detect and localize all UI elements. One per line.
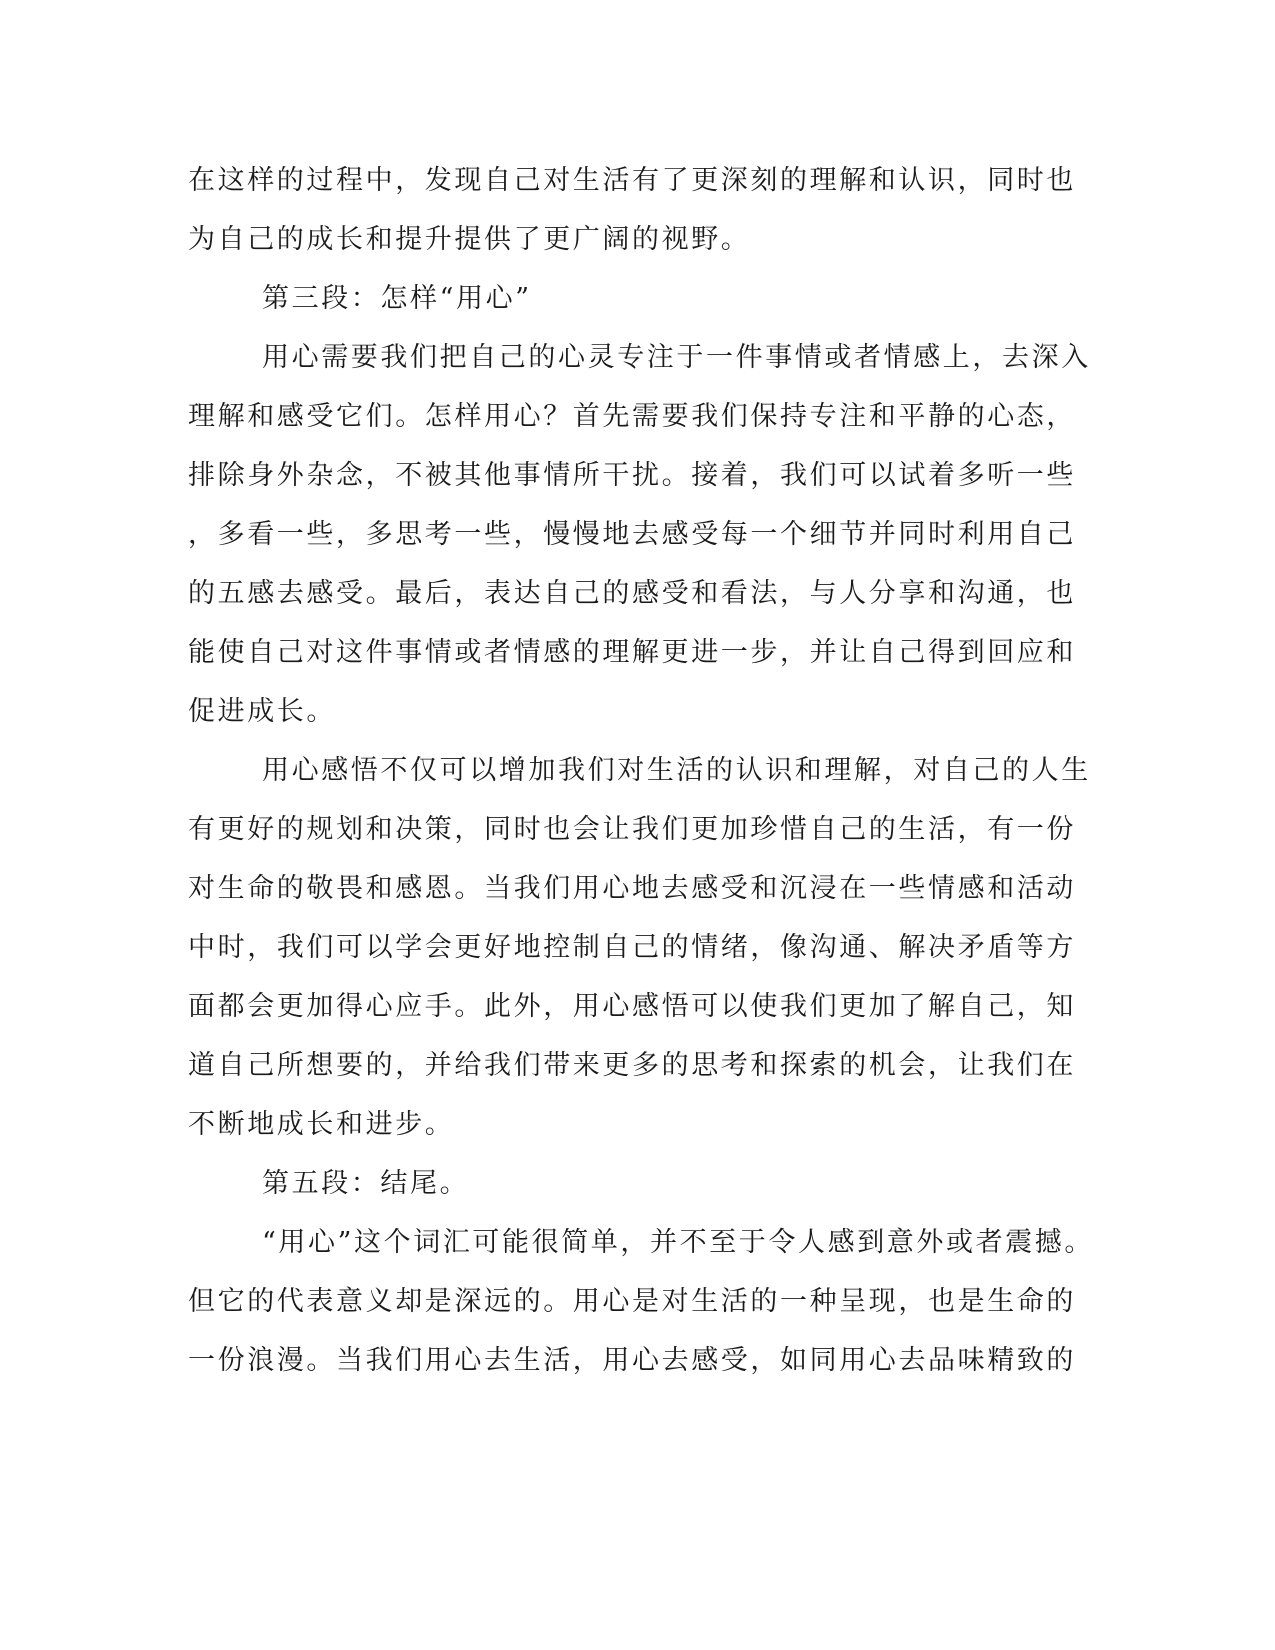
text-line-17: 不断地成长和进步。 — [188, 1109, 455, 1140]
text-line-13: 对生命的敬畏和感恩。当我们用心地去感受和沉浸在一些情感和活动 — [188, 873, 1076, 904]
text-line-2: 为自己的成长和提升提供了更广阔的视野。 — [188, 224, 751, 255]
text-line-5: 理解和感受它们。怎样用心？首先需要我们保持专注和平静的心态， — [188, 401, 1076, 432]
section-heading-3: 第三段：怎样“用心” — [262, 283, 532, 314]
text-line-20: 但它的代表意义却是深远的。用心是对生活的一种呈现，也是生命的 — [188, 1286, 1076, 1317]
text-line-12: 有更好的规划和决策，同时也会让我们更加珍惜自己的生活，有一份 — [188, 814, 1076, 845]
text-line-7: ，多看一些，多思考一些，慢慢地去感受每一个细节并同时利用自己 — [188, 519, 1076, 550]
text-line-15: 面都会更加得心应手。此外，用心感悟可以使我们更加了解自己，知 — [188, 991, 1076, 1022]
text-line-9: 能使自己对这件事情或者情感的理解更进一步，并让自己得到回应和 — [188, 637, 1076, 668]
paragraph-first-line: 用心感悟不仅可以增加我们对生活的认识和理解，对自己的人生 — [262, 755, 1091, 786]
text-line-14: 中时，我们可以学会更好地控制自己的情绪，像沟通、解决矛盾等方 — [188, 932, 1076, 963]
text-line-8: 的五感去感受。最后，表达自己的感受和看法，与人分享和沟通，也 — [188, 578, 1076, 609]
text-line-1: 在这样的过程中，发现自己对生活有了更深刻的理解和认识，同时也 — [188, 165, 1076, 196]
text-line-10: 促进成长。 — [188, 696, 336, 727]
paragraph-first-line: “用心”这个词汇可能很简单，并不至于令人感到意外或者震撼。 — [262, 1227, 1095, 1258]
text-line-6: 排除身外杂念，不被其他事情所干扰。接着，我们可以试着多听一些 — [188, 460, 1076, 491]
paragraph-first-line: 用心需要我们把自己的心灵专注于一件事情或者情感上，去深入 — [262, 342, 1091, 373]
text-line-21: 一份浪漫。当我们用心去生活，用心去感受，如同用心去品味精致的 — [188, 1345, 1076, 1376]
text-line-16: 道自己所想要的，并给我们带来更多的思考和探索的机会，让我们在 — [188, 1050, 1076, 1081]
section-heading-5: 第五段：结尾。 — [262, 1168, 470, 1199]
